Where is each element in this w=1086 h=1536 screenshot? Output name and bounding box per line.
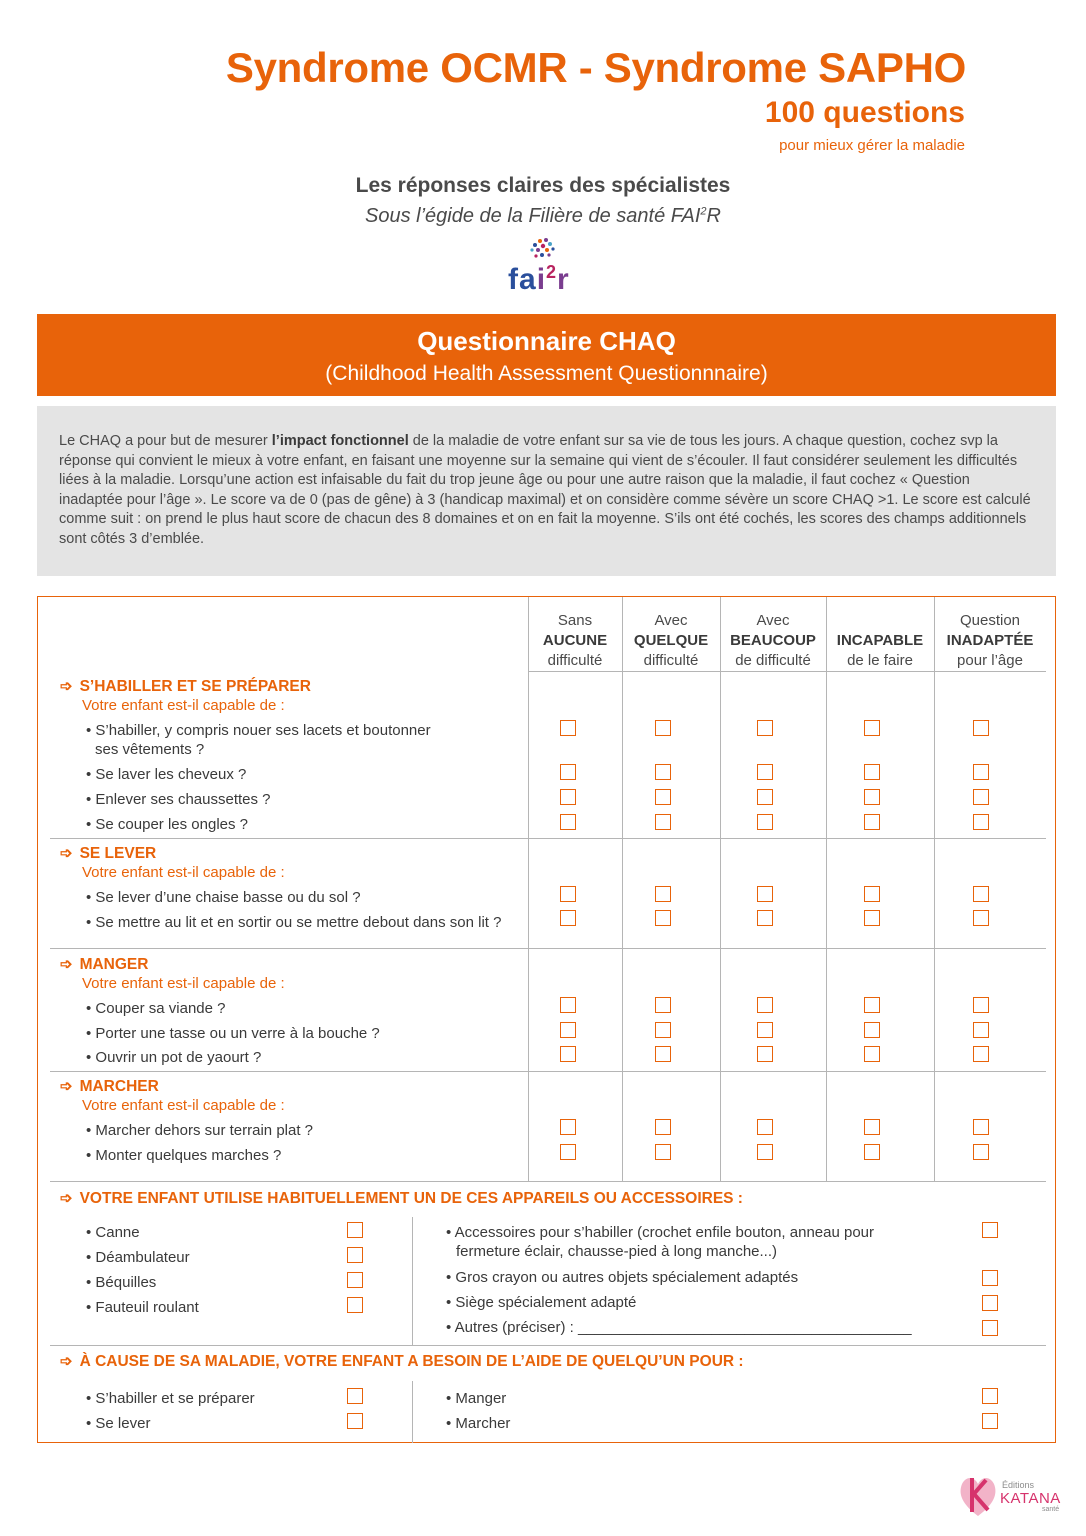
answer-checkbox[interactable] [655,789,671,805]
question-item: • Enlever ses chaussettes ? [86,791,271,808]
answer-checkbox[interactable] [864,764,880,780]
device-checkbox[interactable] [347,1272,363,1288]
question-item: • Se mettre au lit et en sortir ou se mettre debout dans son lit ? [86,914,502,931]
help-item: • Manger [446,1390,507,1407]
header-divider [528,671,1046,672]
answer-checkbox[interactable] [973,789,989,805]
answer-checkbox[interactable] [655,1022,671,1038]
device-item: • Canne [86,1224,140,1241]
logo-wordmark: fai$^2$r [508,262,570,296]
section-title-walking: ➩ MARCHER [60,1078,159,1095]
document-title: Syndrome OCMR - Syndrome SAPHO [225,44,966,91]
fai2r-logo [508,236,580,296]
section-title-dressing: ➩ S’HABILLER ET SE PRÉPARER [60,678,311,695]
arrow-right-icon: ➩ [60,1078,73,1095]
answer-checkbox[interactable] [757,1144,773,1160]
col-header-inadapted: Question INADAPTÉE pour l’âge [946,612,1034,669]
answer-checkbox[interactable] [973,1046,989,1062]
col-header-unable: INCAPABLE de le faire [836,632,924,669]
device-item: • Déambulateur [86,1249,190,1266]
device-item: • Béquilles [86,1274,157,1291]
section-title-help: ➩ À CAUSE DE SA MALADIE, VOTRE ENFANT A BESOIN DE L’AIDE DE QUELQU’UN POUR : [60,1353,744,1370]
device-item: • Gros crayon ou autres objets spécialement adaptés [446,1269,799,1286]
arrow-right-icon: ➩ [60,678,73,695]
answer-checkbox[interactable] [560,764,576,780]
answer-checkbox[interactable] [655,720,671,736]
answer-checkbox[interactable] [655,1119,671,1135]
answer-checkbox[interactable] [757,720,773,736]
answer-checkbox[interactable] [655,886,671,902]
section-subtitle: Votre enfant est-il capable de : [82,1097,285,1114]
answer-checkbox[interactable] [864,886,880,902]
question-item: • Monter quelques marches ? [86,1147,282,1164]
device-item: • Siège spécialement adapté [446,1294,637,1311]
answer-checkbox[interactable] [655,1046,671,1062]
answer-checkbox[interactable] [757,1119,773,1135]
answer-checkbox[interactable] [757,1046,773,1062]
answer-checkbox[interactable] [757,814,773,830]
help-checkbox[interactable] [982,1388,998,1404]
section-divider [50,948,1046,949]
help-item: • Marcher [446,1415,511,1432]
answer-checkbox[interactable] [560,997,576,1013]
device-item-other: • Autres (préciser) : ________________________________________ [446,1319,912,1336]
devices-divider [412,1217,413,1345]
sante-label: santé [1042,1506,1060,1513]
answer-checkbox[interactable] [864,789,880,805]
section-divider [50,838,1046,839]
intro-box [37,406,1056,576]
answer-checkbox[interactable] [864,997,880,1013]
egide-line: Sous l’égide de la Filière de santé FAI$^2$R [365,205,721,227]
answer-checkbox[interactable] [655,997,671,1013]
help-checkbox[interactable] [982,1413,998,1429]
help-divider [412,1381,413,1443]
banner-title: Questionnaire CHAQ [417,326,676,356]
responses-heading: Les réponses claires des spécialistes [355,174,731,197]
answer-checkbox[interactable] [973,886,989,902]
answer-checkbox[interactable] [973,764,989,780]
arrow-right-icon: ➩ [60,956,73,973]
device-item-cont: fermeture éclair, chausse-pied à long manche...) [456,1243,777,1260]
answer-checkbox[interactable] [757,1022,773,1038]
device-item: • Accessoires pour s’habiller (crochet enfile bouton, anneau pour [446,1224,875,1241]
question-item: • Couper sa viande ? [86,1000,226,1017]
help-checkbox[interactable] [347,1388,363,1404]
document-subtitle: 100 questions [764,96,965,129]
questionnaire-banner [37,314,1056,396]
help-item: • Se lever [86,1415,151,1432]
answer-checkbox[interactable] [864,1119,880,1135]
editions-label: Éditions [1002,1480,1035,1490]
device-checkbox[interactable] [982,1270,998,1286]
question-item: • Se laver les cheveux ? [86,766,247,783]
answer-checkbox[interactable] [973,997,989,1013]
section-title-standing: ➩ SE LEVER [60,845,157,862]
answer-checkbox[interactable] [973,720,989,736]
arrow-right-icon: ➩ [60,1190,73,1207]
answer-checkbox[interactable] [560,1119,576,1135]
column-divider [720,597,721,1181]
device-item: • Fauteuil roulant [86,1299,199,1316]
answer-checkbox[interactable] [655,910,671,926]
column-divider [528,597,529,1181]
device-checkbox[interactable] [982,1320,998,1336]
question-item: • Marcher dehors sur terrain plat ? [86,1122,314,1139]
section-divider [50,1071,1046,1072]
answer-checkbox[interactable] [560,910,576,926]
question-item: • Porter une tasse ou un verre à la bouche ? [86,1025,380,1042]
section-subtitle: Votre enfant est-il capable de : [82,697,285,714]
answer-checkbox[interactable] [864,1144,880,1160]
intro-text: Le CHAQ a pour but de mesurer l’impact fonctionnel de la maladie de votre enfant sur sa vie de tous les jours. A chaque question, cochez svp la réponse qui convient le mieux à votre enfant, en faisant une moyenne sur la semaine qui vient de s’écouler. Il faut considérer seulement les difficultés liées à la maladie. Lorsqu’une action est infaisable du fait du trop jeune âge ou pour une autre raison que la maladie, il faut cochez « Question inadaptée pour l’âge ». Le score va de 0 (pas de gêne) à 3 (handicap maximal) et on considère comme sévère un score CHAQ >1. Le score est calculé comme suit : on prend le plus haut score de chacun des 8 domaines et on en fait la moyenne. S’ils ont été cochés, les scores des champs additionnels sont côtés 3 d’emblée. [59,433,1031,547]
chaq-form [37,596,1056,1443]
arrow-right-icon: ➩ [60,1353,73,1370]
banner-subtitle: (Childhood Health Assessment Questionnnaire) [325,362,768,385]
answer-checkbox[interactable] [973,1119,989,1135]
col-header-some: Avec QUELQUE difficulté [633,612,709,669]
question-item: • Ouvrir un pot de yaourt ? [86,1049,262,1066]
section-divider [50,1345,1046,1346]
answer-checkbox[interactable] [757,997,773,1013]
question-item: • Se lever d’une chaise basse ou du sol ? [86,889,361,906]
answer-checkbox[interactable] [560,1144,576,1160]
answer-checkbox[interactable] [560,1046,576,1062]
section-title-devices: ➩ VOTRE ENFANT UTILISE HABITUELLEMENT UN DE CES APPAREILS OU ACCESSOIRES : [60,1190,743,1207]
device-checkbox[interactable] [982,1222,998,1238]
col-header-none: Sans AUCUNE difficulté [542,612,608,669]
answer-checkbox[interactable] [973,814,989,830]
device-checkbox[interactable] [347,1222,363,1238]
section-subtitle: Votre enfant est-il capable de : [82,864,285,881]
col-header-much: Avec BEAUCOUP de difficulté [730,612,816,669]
answer-checkbox[interactable] [560,886,576,902]
answer-checkbox[interactable] [757,764,773,780]
section-title-eating: ➩ MANGER [60,956,149,973]
answer-checkbox[interactable] [973,1022,989,1038]
answer-checkbox[interactable] [655,1144,671,1160]
question-item-cont: ses vêtements ? [95,741,205,758]
section-subtitle: Votre enfant est-il capable de : [82,975,285,992]
answer-checkbox[interactable] [757,789,773,805]
answer-checkbox[interactable] [864,814,880,830]
document-tagline: pour mieux gérer la maladie [779,137,965,154]
answer-checkbox[interactable] [973,910,989,926]
answer-checkbox[interactable] [560,814,576,830]
katana-logo [958,1470,1068,1520]
help-checkbox[interactable] [347,1413,363,1429]
answer-checkbox[interactable] [864,720,880,736]
column-divider [826,597,827,1181]
answer-checkbox[interactable] [560,789,576,805]
answer-checkbox[interactable] [864,1046,880,1062]
device-checkbox[interactable] [982,1295,998,1311]
answer-checkbox[interactable] [864,910,880,926]
device-checkbox[interactable] [347,1247,363,1263]
answer-checkbox[interactable] [655,814,671,830]
katana-heart-icon [958,1470,998,1520]
brand-label: KATANA [1000,1490,1061,1507]
answer-checkbox[interactable] [757,886,773,902]
answer-checkbox[interactable] [864,1022,880,1038]
column-divider [622,597,623,1181]
answer-checkbox[interactable] [560,720,576,736]
question-item: • S’habiller, y compris nouer ses lacets et boutonner [86,722,431,739]
answer-checkbox[interactable] [560,1022,576,1038]
arrow-right-icon: ➩ [60,845,73,862]
question-item: • Se couper les ongles ? [86,816,249,833]
column-divider [934,597,935,1181]
answer-checkbox[interactable] [757,910,773,926]
help-item: • S’habiller et se préparer [86,1390,255,1407]
answer-checkbox[interactable] [655,764,671,780]
section-divider [50,1181,1046,1182]
answer-checkbox[interactable] [973,1144,989,1160]
device-checkbox[interactable] [347,1297,363,1313]
